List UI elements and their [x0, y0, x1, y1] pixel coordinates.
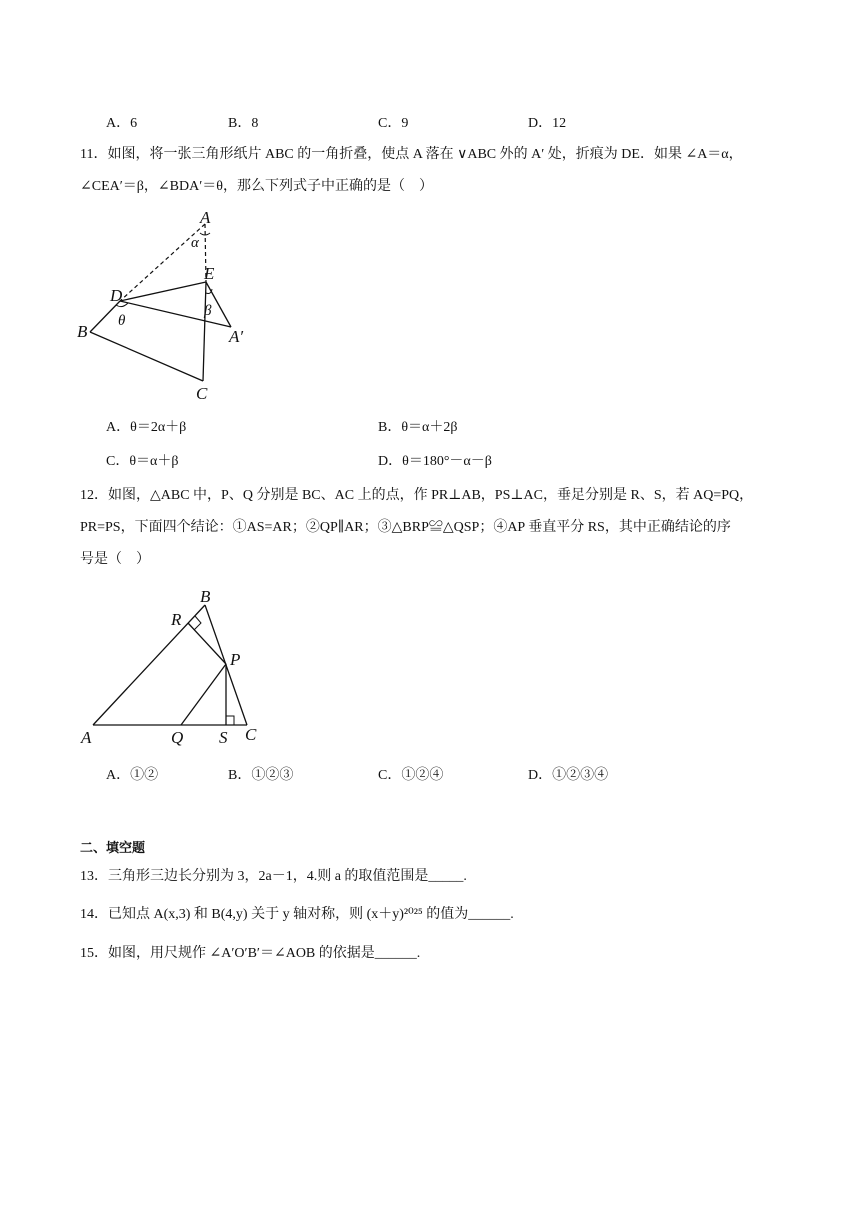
q12-label-r: R: [171, 610, 182, 629]
q12-stem-line3: 号是（ ）: [80, 552, 150, 567]
q11-label-e: E: [204, 264, 215, 283]
q10-option-b: B．8: [228, 116, 259, 131]
q12-stem-line2: PR=PS，下面四个结论：①AS=AR；②QP∥AR；③△BRP≌△QSP；④AP 垂直平分 RS，其中正确结论的序: [80, 520, 731, 535]
q11-label-c: C: [196, 384, 208, 403]
q11-figure: [70, 205, 270, 405]
q10-option-d: D．12: [528, 116, 567, 131]
q11-option-d: D．θ＝180°－α－β: [378, 454, 492, 469]
q11-stem-line1: 11．如图，将一张三角形纸片 ABC 的一角折叠，使点 A 落在 ∨ABC 外的 A′ 处，折痕为 DE．如果 ∠A＝α，: [80, 147, 743, 162]
q11-stem-line2: ∠CEA′＝β，∠BDA′＝θ，那么下列式子中正确的是（ ）: [80, 179, 433, 194]
q12-label-q: Q: [171, 728, 184, 747]
q12-option-a: A．①②: [106, 768, 159, 783]
q10-option-c: C．9: [378, 116, 409, 131]
q12-label-b: B: [200, 587, 211, 606]
q11-label-alpha: α: [191, 235, 199, 251]
section-heading-fill-in: 二、填空题: [80, 841, 146, 856]
q12-stem-line1: 12．如图，△ABC 中，P、Q 分别是 BC、AC 上的点，作 PR⊥AB，PS⊥AC，垂足分别是 R、S，若 AQ=PQ，: [80, 488, 754, 503]
q11-label-d: D: [110, 286, 123, 305]
q11-label-theta: θ: [118, 313, 126, 329]
q13-text: 13．三角形三边长分别为 3，2a－1，4.则 a 的取值范围是_____.: [80, 869, 467, 884]
q12-label-c: C: [245, 725, 257, 744]
q11-label-beta: β: [204, 303, 212, 319]
q11-option-b: B．θ＝α＋2β: [378, 420, 458, 435]
q10-option-a: A．6: [106, 116, 138, 131]
q11-option-a: A．θ＝2α＋β: [106, 420, 187, 435]
q11-option-c: C．θ＝α＋β: [106, 454, 179, 469]
q12-option-d: D．①②③④: [528, 768, 609, 783]
q12-label-p: P: [230, 650, 241, 669]
q12-figure: [75, 585, 275, 745]
q11-label-a: A: [200, 208, 211, 227]
q11-label-a-prime: A′: [229, 327, 244, 346]
q12-option-c: C．①②④: [378, 768, 444, 783]
q12-option-b: B．①②③: [228, 768, 294, 783]
q14-text: 14．已知点 A(x,3) 和 B(4,y) 关于 y 轴对称，则 (x＋y)²⁰²⁵ 的值为______.: [80, 907, 514, 922]
q12-label-s: S: [219, 728, 228, 747]
q11-label-b: B: [77, 322, 88, 341]
q12-label-a: A: [81, 728, 92, 747]
q15-text: 15．如图，用尺规作 ∠A′O′B′＝∠AOB 的依据是______.: [80, 946, 421, 961]
